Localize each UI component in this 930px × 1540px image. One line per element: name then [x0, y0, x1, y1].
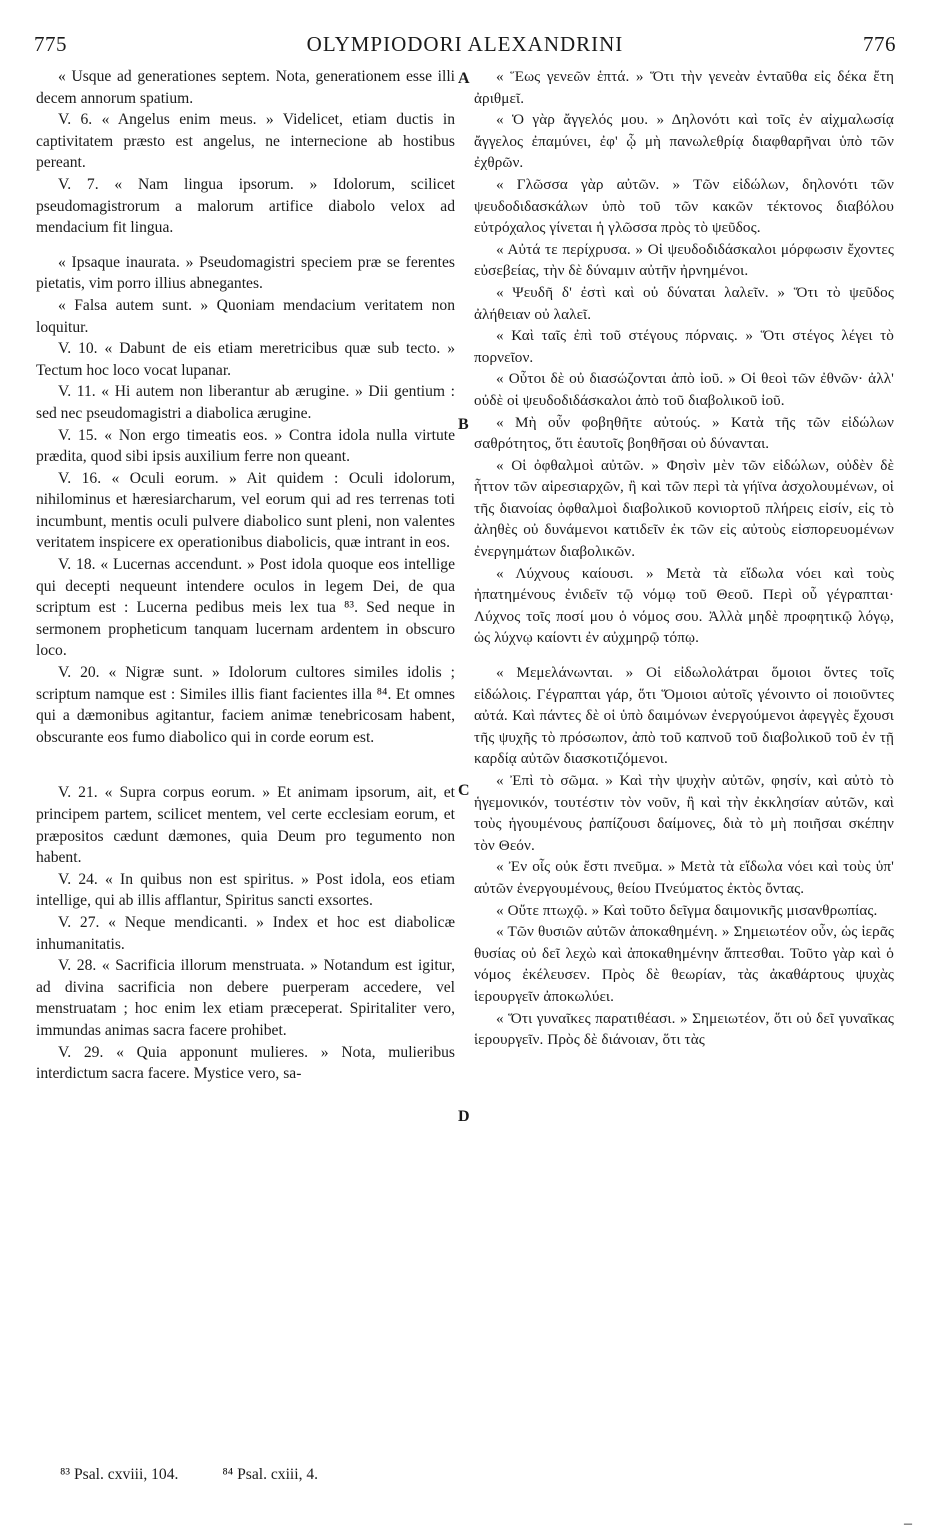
greek-paragraph: « Οὗτοι δὲ οὐ διασώζονται ἀπὸ ἰοῦ. » Οἱ θεοὶ τῶν ἐθνῶν· ἀλλ' οὐδὲ οἱ ψευδοδιδάσκαλοι ἀπὸ τοῦ διαβολικοῦ ἰοῦ.	[474, 370, 894, 409]
greek-paragraph: « Ὁ γὰρ ἄγγελός μου. » Δηλονότι καὶ τοῖς ἐν αἰχμαλωσίᾳ ἄγγελος ἐπαμύνει, ἐφ' ᾧ μὴ πανωλεθρίᾳ διαφθαρῆναι ὑπὸ τῶν ἐχθρῶν.	[474, 111, 894, 172]
margin-marker-a: A	[458, 70, 470, 87]
latin-paragraph: « Usque ad generationes septem. Nota, generationem esse illi decem annorum spatium.	[36, 68, 455, 107]
greek-paragraph: « Ψευδῆ δ' ἐστὶ καὶ οὐ δύναται λαλεῖν. » Ὅτι τὸ ψεῦδος ἀλήθειαν οὐ λαλεῖ.	[474, 283, 894, 323]
running-header	[34, 32, 896, 60]
greek-paragraph: « Τῶν θυσιῶν αὐτῶν ἀποκαθημένη. » Σημειωτέον οὖν, ὡς ἱερᾶς θυσίας οὐ δεῖ λεχὼ καὶ ἀποκαθημένην ἅπτεσθαι. Τοῦτο γὰρ καὶ ὁ νόμος ἐκέλευσεν. Πρὸς δὲ θεωρίαν, τὰς ἀκαθάρτους ψυχὰς ἱερουργεῖν ἀποκωλύει.	[474, 923, 894, 1005]
page-number-right: 776	[863, 32, 896, 56]
greek-paragraph: « Οἱ ὀφθαλμοὶ αὐτῶν. » Φησὶν μὲν τῶν εἰδώλων, οὐδὲν δὲ ἧττον τῶν αἱρεσιαρχῶν, ἢ καὶ τῶν περὶ τὰ γήϊνα ἀσχολουμένων, οἱ τῆς διανοίας ὀφθαλμοὶ διαβολικοῦ κονιορτοῦ πλήρεις εἰσίν, εἰς τὸ ἀληθὲς οὐ δυνάμενοι κατιδεῖν ἐκ τῶν εἰς αὐτοὺς εἰσπορευομένων ἐνεργημάτων διαβολικῶν.	[474, 456, 894, 561]
latin-paragraph: V. 28. « Sacrificia illorum menstruata. » Notandum est igitur, ad divina sacrificia non debere puerperam accedere, vel menstruatam ; hoc enim lex etiam præceperat. Spiritaliter vero, immundas animas sacra facere prohibet.	[36, 957, 455, 1039]
running-title: OLYMPIODORI ALEXANDRINI	[306, 32, 624, 56]
greek-paragraph: « Οὔτε πτωχῷ. » Καὶ τοῦτο δεῖγμα δαιμονικῆς μισανθρωπίας.	[496, 901, 878, 919]
margin-marker-c: C	[458, 782, 470, 799]
latin-paragraph: « Falsa autem sunt. » Quoniam mendacium veritatem non loquitur.	[36, 296, 455, 336]
latin-paragraph: V. 18. « Lucernas accendunt. » Post idola quoque eos intellige qui decepti nequeunt intendere oculos in legem Dei, de qua scriptum est : Lucerna pedibus meis lex tua ⁸³. Sed neque in sermonem propheticum tanquam lucernam ardentem in obscuro loco.	[36, 556, 455, 660]
footnotes	[60, 1466, 358, 1484]
latin-paragraph: V. 6. « Angelus enim meus. » Videlicet, etiam ductis in captivitatem præsto est angelus, ne internecione ab hostibus pereant.	[36, 111, 455, 172]
latin-paragraph: V. 20. « Nigræ sunt. » Idolorum cultores similes idolis ; scriptum namque est : Similes illis fiant facientes illa ⁸⁴. Et omnes qui a dæmonibus agitantur, faciem animæ tenebricosam habent, obscurante eos fumo diabolico qui in corde eorum est.	[36, 664, 455, 746]
greek-paragraph: « Ἕως γενεῶν ἑπτά. » Ὅτι τὴν γενεὰν ἐνταῦθα εἰς δέκα ἔτη ἀριθμεῖ.	[474, 68, 894, 107]
latin-paragraph: « Ipsaque inaurata. » Pseudomagistri speciem præ se ferentes pietatis, vim porro illius abnegantes.	[36, 253, 455, 293]
greek-paragraph: « Λύχνους καίουσι. » Μετὰ τὰ εἴδωλα νόει καὶ τοὺς ἠπατημένους ἐνιδεῖν τῷ νόμῳ τοῦ Θεοῦ. Περὶ οὗ γέγραπται· Λύχνος τοῖς ποσί μου ὁ νόμος σου. Ἀλλὰ μηδὲ προφητικῷ λόγῳ, ὡς λύχνῳ καίοντι ἐν αὐχμηρῷ τόπῳ.	[474, 564, 894, 647]
greek-paragraph: « Μὴ οὖν φοβηθῆτε αὐτούς. » Κατὰ τῆς τῶν εἰδώλων σαθρότητος, ὅτι ἑαυτοῖς βοηθῆσαι οὐ δύνανται.	[474, 413, 894, 453]
latin-paragraph: V. 29. « Quia apponunt mulieres. » Nota, mulieribus interdictum sacra facere. Mystice vero, sa-	[36, 1043, 455, 1083]
margin-marker-d: D	[458, 1108, 470, 1125]
margin-marker-b: B	[458, 416, 469, 433]
footnote: ⁸³ Psal. cxviii, 104.	[60, 1466, 179, 1483]
greek-column	[474, 66, 894, 1051]
greek-paragraph: « Καὶ ταῖς ἐπὶ τοῦ στέγους πόρναις. » Ὅτι στέγος λέγει τὸ πορνεῖον.	[474, 327, 894, 366]
latin-paragraph: V. 24. « In quibus non est spiritus. » Post idola, eos etiam intellige, qui ab illis afflantur, Spiritus sancti exsortes.	[36, 870, 455, 910]
greek-paragraph: « Γλῶσσα γὰρ αὐτῶν. » Τῶν εἰδώλων, δηλονότι τῶν ψευδοδιδασκάλων ὑπὸ τοῦ τῶν κακῶν τέκτονος διαβόλου εὐτρόχαλος γίνεται ἡ γλῶσσα πρὸς τὸ ψεῦδος.	[474, 175, 894, 237]
greek-paragraph: « Ἐπὶ τὸ σῶμα. » Καὶ τὴν ψυχὴν αὐτῶν, φησίν, καὶ αὐτὸ τὸ ἡγεμονικόν, τουτέστιν τὸν νοῦν, ἢ καὶ τὴν ἐκκλησίαν αὐτῶν, καὶ τοὺς ἡγουμένους ῥαπίζουσι δαίμονες, διὰ τὸ μὴ ποιῆσαι σκέπην τὸν Θεόν.	[474, 772, 894, 854]
latin-paragraph: V. 21. « Supra corpus eorum. » Et animam ipsorum, ait, et principem partem, scilicet mentem, vel certe ecclesiam eorum, et præpositos cædunt dæmones, quia Deum pro tegumento non habent.	[36, 784, 455, 867]
page-number-left: 775	[34, 32, 67, 56]
latin-paragraph: V. 16. « Oculi eorum. » Ait quidem : Oculi idolorum, nihilominus et hæresiarcharum, vel eorum qui ad res terrenas toti incumbunt, mentis oculi pulvere diabolico sunt pleni, non valentes veritatem inspicere ex operationibus diabolicis, quæ intrant in eos.	[36, 469, 455, 552]
latin-column	[36, 66, 455, 1085]
latin-paragraph: V. 15. « Non ergo timeatis eos. » Contra idola nulla virtute prædita, quod sibi ipsis auxilium ferre non queant.	[36, 426, 455, 466]
latin-paragraph: V. 27. « Neque mendicanti. » Index et hoc est diabolicæ inhumanitatis.	[36, 913, 455, 953]
greek-paragraph: « Μεμελάνωνται. » Οἱ εἰδωλολάτραι ὅμοιοι ὄντες τοῖς εἰδώλοις. Γέγραπται γάρ, ὅτι Ὅμοιοι αὐτοῖς γένοιντο οἱ ποιοῦντες αὐτά. Καὶ πάντες δὲ οἱ ὑπὸ δαιμόνων ἐνεργούμενοι ἀφεγγὲς ἔχουσι τῆς ψυχῆς τὸ πρόσωπον, ἀπὸ τοῦ καπνοῦ τοῦ διαβολικοῦ τοῦ ἐν τῇ καρδίᾳ αὐτῶν διασκοτιζόμενοι.	[474, 664, 894, 768]
greek-paragraph: « Αὐτά τε περίχρυσα. » Οἱ ψευδοδιδάσκαλοι μόρφωσιν ἔχοντες εὐσεβείας, τὴν δὲ δύναμιν αὐτῆν ἠρνημένοι.	[474, 240, 894, 280]
footnote: ⁸⁴ Psal. cxiii, 4.	[222, 1466, 319, 1483]
latin-paragraph: V. 7. « Nam lingua ipsorum. » Idolorum, scilicet pseudomagistrorum a malorum artifice diabolo velox ad mendacium fit lingua.	[36, 175, 455, 237]
greek-paragraph: « Ἐν οἷς οὐκ ἔστι πνεῦμα. » Μετὰ τὰ εἴδωλα νόει καὶ τοὺς ὑπ' αὐτῶν ἐνεργουμένους, θείου Πνεύματος ἐκτὸς ὄντας.	[474, 858, 894, 897]
latin-paragraph: V. 10. « Dabunt de eis etiam meretricibus quæ sub tecto. » Tectum hoc loco vocat lupanar.	[36, 340, 455, 379]
trailing-mark: –	[904, 1515, 912, 1532]
latin-paragraph: V. 11. « Hi autem non liberantur ab ærugine. » Dii gentium : sed nec pseudomagistri a diabolica ærugine.	[36, 383, 455, 422]
greek-paragraph: « Ὅτι γυναῖκες παρατιθέασι. » Σημειωτέον, ὅτι οὐ δεῖ γυναῖκας ἱερουργεῖν. Πρὸς δὲ διάνοιαν, ὅτι τὰς	[474, 1009, 894, 1049]
